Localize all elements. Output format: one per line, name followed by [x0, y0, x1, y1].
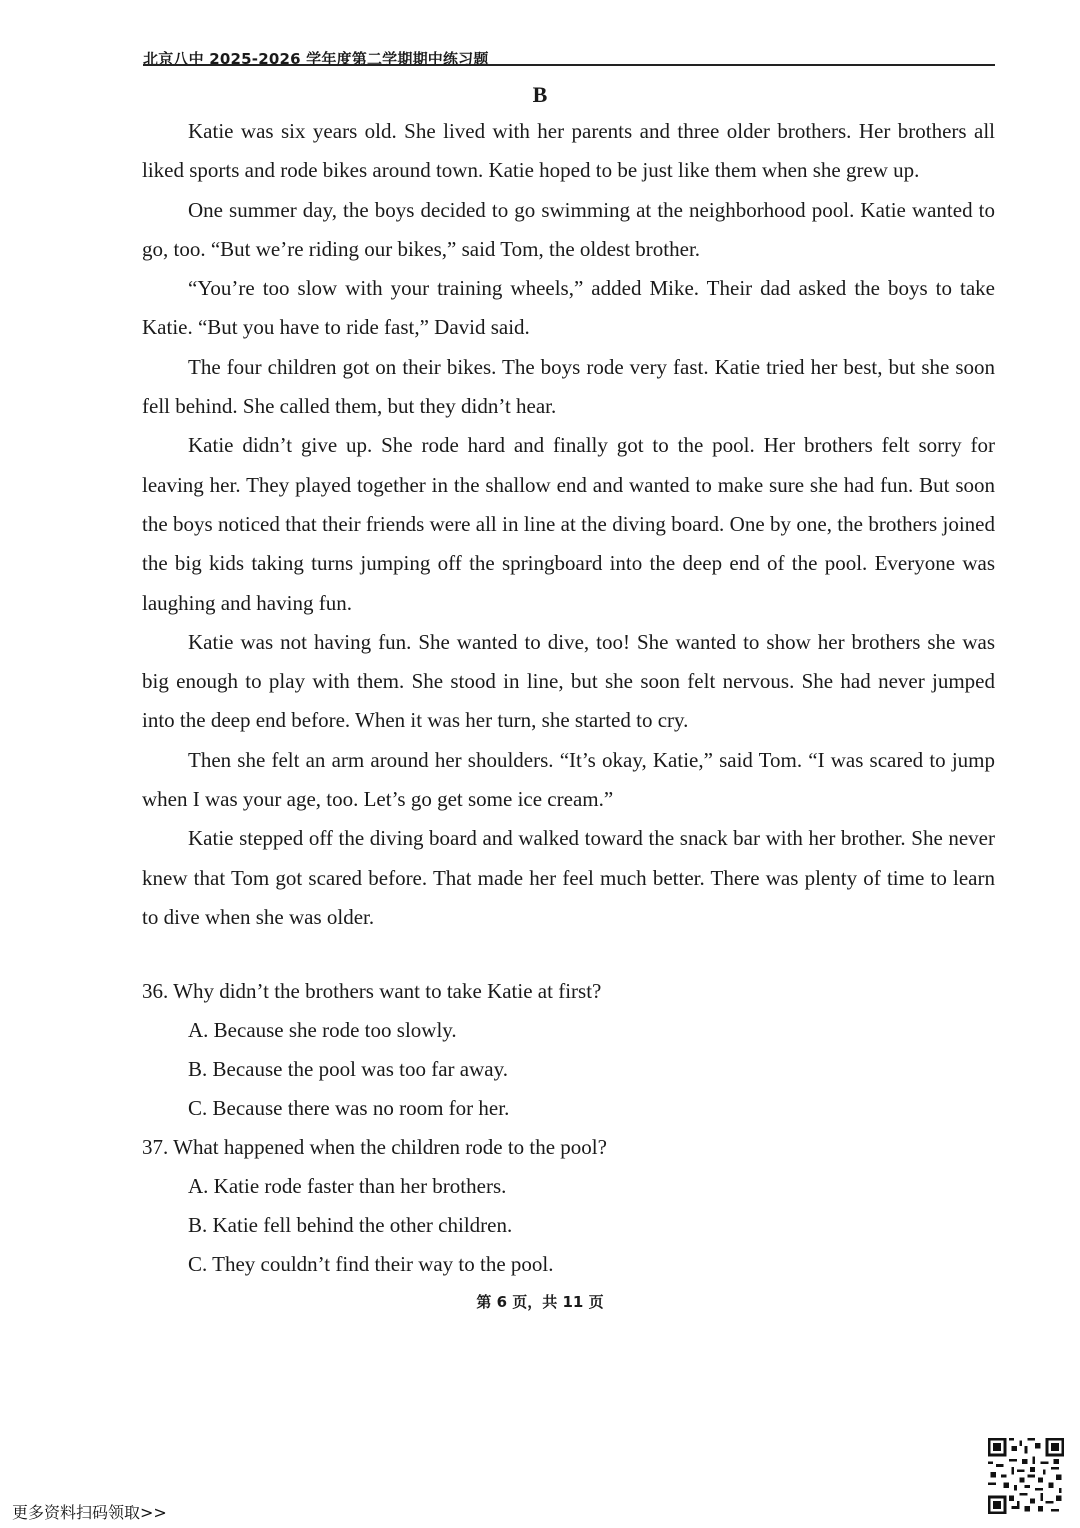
question-stem: 36. Why didn’t the brothers want to take Katie at first? — [142, 979, 602, 1003]
question-stem: 37. What happened when the children rode to the pool? — [142, 1135, 607, 1159]
option-b: B. Because the pool was too far away. — [188, 1057, 508, 1081]
header-title: 北京八中 2025-2026 学年度第二学期期中练习题 — [143, 50, 489, 68]
passage-paragraph: Katie was not having fun. She wanted to dive, too! She wanted to show her brothers she was big enough to play with them. She stood in line, but she soon felt nervous. She had never jumped into the deep end before. When it was her turn, she started to cry. — [142, 629, 995, 733]
page-header — [143, 48, 995, 70]
passage-paragraph: Katie was six years old. She lived with her parents and three older brothers. Her brothers all liked sports and rode bikes around town. Katie hoped to be just like them when she grew up. — [142, 119, 995, 183]
header-divider — [143, 64, 995, 66]
footer-text: 更多资料扫码领取>> — [12, 1503, 167, 1522]
option-b: B. Katie fell behind the other children. — [188, 1213, 513, 1237]
reading-passage — [142, 112, 995, 937]
page-number: 第 6 页，共 11 页 — [476, 1293, 604, 1311]
question-36 — [142, 972, 995, 1128]
option-c: C. Because there was no room for her. — [188, 1096, 510, 1120]
passage-paragraph: Then she felt an arm around her shoulders. “It’s okay, Katie,” said Tom. “I was scared to jump when I was your age, too. Let’s go get some ice cream.” — [142, 747, 995, 812]
passage-paragraph: The four children got on their bikes. The boys rode very fast. Katie tried her best, but she soon fell behind. She called them, but they didn’t hear. — [142, 354, 995, 419]
passage-paragraph: “You’re too slow with your training wheels,” added Mike. Their dad asked the boys to take Katie. “But you have to ride fast,” David said. — [142, 276, 995, 340]
passage-paragraph: Katie didn’t give up. She rode hard and finally got to the pool. Her brothers felt sorry for leaving her. They played together in the shallow end and wanted to make sure she had fun. But soon the boys noticed that their friends were all in line at the diving board. One by one, the brothers joined the big kids taking turns jumping off the springboard into the deep end of the pool. Everyone was laughing and having fun. — [142, 433, 995, 615]
qr-code-icon[interactable] — [988, 1438, 1064, 1514]
passage-paragraph: Katie stepped off the diving board and walked toward the snack bar with her brother. She never knew that Tom got scared before. That made her feel much better. There was plenty of time to learn to dive when she was older. — [142, 826, 995, 929]
section-title: B — [532, 82, 548, 107]
option-c: C. They couldn’t find their way to the pool. — [188, 1252, 554, 1276]
question-37 — [142, 1128, 995, 1284]
passage-paragraph: One summer day, the boys decided to go swimming at the neighborhood pool. Katie wanted to go, too. “But we’re riding our bikes,” said Tom, the oldest brother. — [142, 197, 995, 261]
question-list — [142, 972, 995, 1284]
option-a: A. Because she rode too slowly. — [188, 1018, 457, 1042]
option-a: A. Katie rode faster than her brothers. — [188, 1174, 507, 1198]
